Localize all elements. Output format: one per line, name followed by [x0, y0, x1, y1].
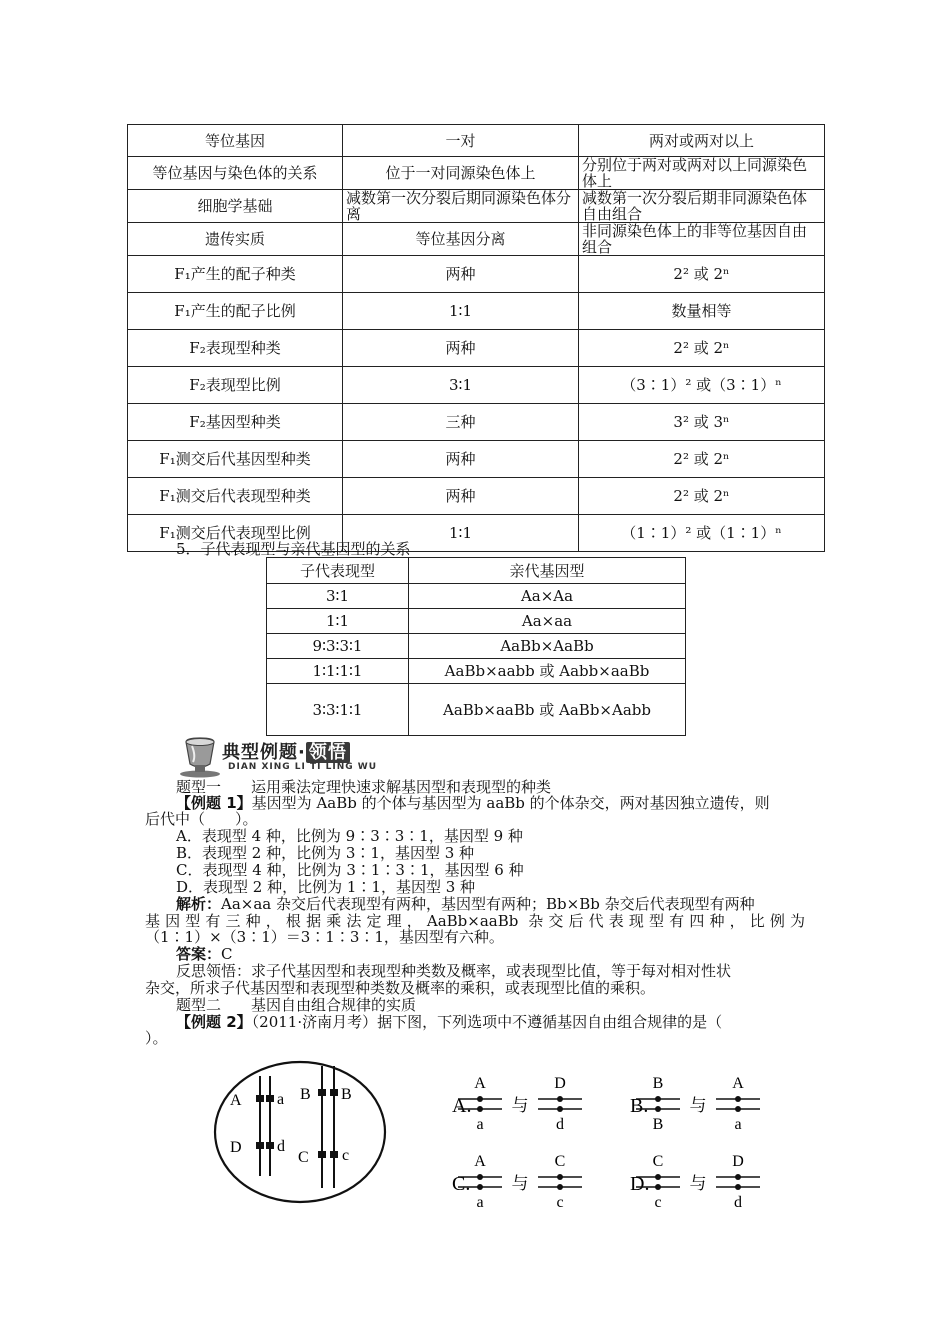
table1-cell: 2² 或 2ⁿ: [579, 441, 825, 478]
allele-top: A: [474, 1075, 486, 1092]
option-diagrams: [440, 1068, 800, 1213]
table1-cell: F₁产生的配子比例: [128, 293, 343, 330]
allele-label: c: [342, 1147, 350, 1164]
example1-option-d: D．表现型 2 种，比例为 1∶1，基因型 3 种: [176, 878, 476, 896]
table1-row: [128, 441, 825, 478]
table1-row: [128, 223, 825, 256]
type2-title: 基因自由组合规律的实质: [251, 996, 417, 1014]
table2-cell: AaBb×aaBb 或 AaBb×Aabb: [409, 684, 686, 736]
example1-option-c: C．表现型 4 种，比例为 3∶1∶3∶1，基因型 6 种: [176, 861, 524, 879]
allele-label: B: [300, 1086, 311, 1103]
table2-cell: 1∶1∶1∶1: [267, 659, 409, 684]
comparison-table: [127, 124, 825, 552]
table2-cell: Aa×aa: [409, 609, 686, 634]
table1-cell: 减数第一次分裂后期非同源染色体自由组合: [579, 190, 825, 223]
joiner-text: 与: [511, 1096, 529, 1115]
table1-cell: F₂表现型比例: [128, 367, 343, 404]
option-b: [630, 1075, 760, 1133]
table1-cell: 2² 或 2ⁿ: [579, 256, 825, 293]
cell-diagram: [210, 1058, 390, 1208]
example2-question-cont: ）。: [145, 1029, 168, 1047]
gene-dot: [735, 1184, 741, 1190]
gene-dot: [557, 1174, 563, 1180]
table2-cell: 9∶3∶3∶1: [267, 634, 409, 659]
allele-bottom: a: [476, 1194, 484, 1211]
example2-label: 【例题 2】: [176, 1013, 252, 1031]
allele-bottom: a: [734, 1116, 742, 1133]
table2-cell: 3∶1: [267, 584, 409, 609]
gene-dot: [477, 1106, 483, 1112]
allele-bottom: d: [556, 1116, 564, 1133]
type1-title: 运用乘法定理快速求解基因型和表现型的种类: [251, 778, 552, 796]
table2-cell: 1∶1: [267, 609, 409, 634]
example1-question: 【例题 1】基因型为 AaBb 的个体与基因型为 aaBb 的个体杂交，两对基因独立遗传，则: [176, 794, 770, 812]
table1-cell: 等位基因与染色体的关系: [128, 157, 343, 190]
table2-row: [267, 684, 686, 736]
allele-top: D: [732, 1153, 744, 1170]
joiner-text: 与: [689, 1174, 707, 1193]
cell-membrane: [215, 1062, 385, 1202]
gene-locus: [318, 1089, 326, 1096]
table1-cell: 1∶1: [343, 293, 579, 330]
type1-label: 题型一: [176, 778, 222, 796]
table2-cell: AaBb×aabb 或 Aabb×aaBb: [409, 659, 686, 684]
table1-cell: 2² 或 2ⁿ: [579, 478, 825, 515]
allele-label: A: [230, 1092, 242, 1109]
example1-analysis: 解析：Aa×aa 杂交后代表现型有两种，基因型有两种；Bb×Bb 杂交后代表现型有两种: [176, 895, 755, 913]
banner-subtitle: DIAN XING LI TI LING WU: [228, 762, 377, 772]
table2-row: [267, 659, 686, 684]
reflection-line1: 反思领悟：求子代基因型和表现型种类数及概率，或表现型比值，等于每对相对性状: [176, 962, 732, 980]
example1-analysis-line2: 基因型有三种，根据乘法定理，AaBb×aaBb 杂交后代表现型有四种，比例为: [145, 912, 805, 930]
table1-cell: F₂基因型种类: [128, 404, 343, 441]
table1-cell: （3∶1）² 或（3∶1）ⁿ: [579, 367, 825, 404]
allele-bottom: c: [556, 1194, 564, 1211]
gene-dot: [735, 1106, 741, 1112]
gene-dot: [477, 1184, 483, 1190]
allele-bottom: B: [652, 1116, 664, 1133]
table1-cell: 位于一对同源染色体上: [343, 157, 579, 190]
table1-cell: F₁测交后代表现型比例: [128, 515, 343, 552]
joiner-text: 与: [511, 1174, 529, 1193]
allele-top: C: [652, 1153, 664, 1170]
gene-dot: [655, 1096, 661, 1102]
table1-cell: F₁测交后代基因型种类: [128, 441, 343, 478]
allele-top: A: [474, 1153, 486, 1170]
analysis-label: 解析：: [176, 895, 222, 913]
allele-label: a: [277, 1091, 285, 1108]
answer-value: C: [221, 945, 233, 963]
table1-cell: F₁测交后代表现型种类: [128, 478, 343, 515]
table2-row: [267, 609, 686, 634]
joiner-text: 与: [689, 1096, 707, 1115]
type2-heading: [176, 997, 416, 1013]
gene-dot: [557, 1106, 563, 1112]
table2-cell: Aa×Aa: [409, 584, 686, 609]
table1-cell: 三种: [343, 404, 579, 441]
option-letter: A.: [452, 1095, 472, 1117]
gene-locus: [266, 1142, 274, 1149]
table1-cell: 等位基因: [128, 125, 343, 157]
allele-label: d: [277, 1138, 285, 1155]
option-letter: C.: [452, 1173, 471, 1195]
table1-cell: 非同源染色体上的非等位基因自由组合: [579, 223, 825, 256]
section-5-title: 5．子代表现型与亲代基因型的关系: [176, 540, 411, 558]
allele-bottom: d: [734, 1194, 742, 1211]
table1-cell: 两种: [343, 330, 579, 367]
gene-dot: [655, 1106, 661, 1112]
example1-option-b: B．表现型 2 种，比例为 3∶1，基因型 3 种: [176, 844, 475, 862]
example2-question: 【例题 2】（2011·济南月考）据下图，下列选项中不遵循基因自由组合规律的是（: [176, 1013, 723, 1031]
reflection-line2: 杂交，所求子代基因型和表现型种类数及概率的乘积，或表现型比值的乘积。: [145, 979, 656, 997]
table1-cell: 两种: [343, 256, 579, 293]
example1-option-a: A．表现型 4 种，比例为 9∶3∶3∶1，基因型 9 种: [176, 827, 523, 845]
answer-label: 答案：: [176, 945, 222, 963]
allele-label: B: [341, 1086, 352, 1103]
type2-label: 题型二: [176, 996, 222, 1014]
table1-row: [128, 157, 825, 190]
option-c: [452, 1153, 582, 1211]
table1-cell: 2² 或 2ⁿ: [579, 330, 825, 367]
table1-row: [128, 404, 825, 441]
gene-locus: [330, 1151, 338, 1158]
table1-row: [128, 478, 825, 515]
table1-row: [128, 125, 825, 157]
gene-dot: [557, 1096, 563, 1102]
table1-cell: 1∶1: [343, 515, 579, 552]
table2-cell: AaBb×AaBb: [409, 634, 686, 659]
table1-row: [128, 330, 825, 367]
table1-row: [128, 256, 825, 293]
table1-cell: 数量相等: [579, 293, 825, 330]
table1-cell: 3² 或 3ⁿ: [579, 404, 825, 441]
gene-locus: [330, 1089, 338, 1096]
table2-row: [267, 584, 686, 609]
allele-bottom: a: [476, 1116, 484, 1133]
gene-dot: [655, 1184, 661, 1190]
option-a: [452, 1075, 582, 1133]
gene-dot: [735, 1096, 741, 1102]
table1-row: [128, 367, 825, 404]
table1-cell: 遗传实质: [128, 223, 343, 256]
table1-cell: 细胞学基础: [128, 190, 343, 223]
gene-locus: [256, 1142, 264, 1149]
type1-heading: [176, 779, 551, 795]
table1-cell: 等位基因分离: [343, 223, 579, 256]
allele-top: A: [732, 1075, 744, 1092]
banner-title: 典型例题: [222, 742, 298, 763]
table2-row: [267, 634, 686, 659]
example1-answer: [176, 946, 233, 962]
table1-cell: 减数第一次分裂后期同源染色体分离: [343, 190, 579, 223]
table1-cell: 两种: [343, 441, 579, 478]
banner-tag: 领悟: [306, 742, 350, 763]
example1-analysis-line3: （1∶1）×（3∶1）＝3∶1∶3∶1，基因型有六种。: [145, 928, 504, 946]
table2-header-offspring: 子代表现型: [267, 558, 409, 584]
table1-cell: 一对: [343, 125, 579, 157]
table1-cell: 两种: [343, 478, 579, 515]
section-banner: [178, 736, 393, 778]
table1-row: [128, 190, 825, 223]
table1-cell: 分别位于两对或两对以上同源染色体上: [579, 157, 825, 190]
table1-cell: 两对或两对以上: [579, 125, 825, 157]
table2-cell: 3∶3∶1∶1: [267, 684, 409, 736]
allele-top: C: [554, 1153, 566, 1170]
example1-label: 【例题 1】: [176, 794, 252, 812]
offspring-parent-table: [266, 557, 686, 736]
option-letter: B.: [630, 1095, 649, 1117]
example1-question-cont: 后代中（ ）。: [145, 810, 258, 828]
allele-top: D: [554, 1075, 566, 1092]
table1-cell: 3∶1: [343, 367, 579, 404]
allele-label: D: [230, 1139, 242, 1156]
gene-locus: [256, 1095, 264, 1102]
option-letter: D.: [630, 1173, 650, 1195]
allele-label: C: [298, 1149, 309, 1166]
table2-header-parent: 亲代基因型: [409, 558, 686, 584]
gene-dot: [477, 1174, 483, 1180]
allele-top: B: [652, 1075, 664, 1092]
table1-cell: F₂表现型种类: [128, 330, 343, 367]
table1-cell: （1∶1）² 或（1∶1）ⁿ: [579, 515, 825, 552]
option-d: [630, 1153, 760, 1211]
allele-bottom: c: [654, 1194, 662, 1211]
gene-dot: [655, 1174, 661, 1180]
gene-dot: [477, 1096, 483, 1102]
trophy-icon: [178, 736, 222, 778]
table1-cell: F₁产生的配子种类: [128, 256, 343, 293]
gene-dot: [735, 1174, 741, 1180]
gene-dot: [557, 1184, 563, 1190]
banner-dot: ·: [298, 742, 306, 763]
table1-row: [128, 293, 825, 330]
gene-locus: [318, 1151, 326, 1158]
gene-locus: [266, 1095, 274, 1102]
